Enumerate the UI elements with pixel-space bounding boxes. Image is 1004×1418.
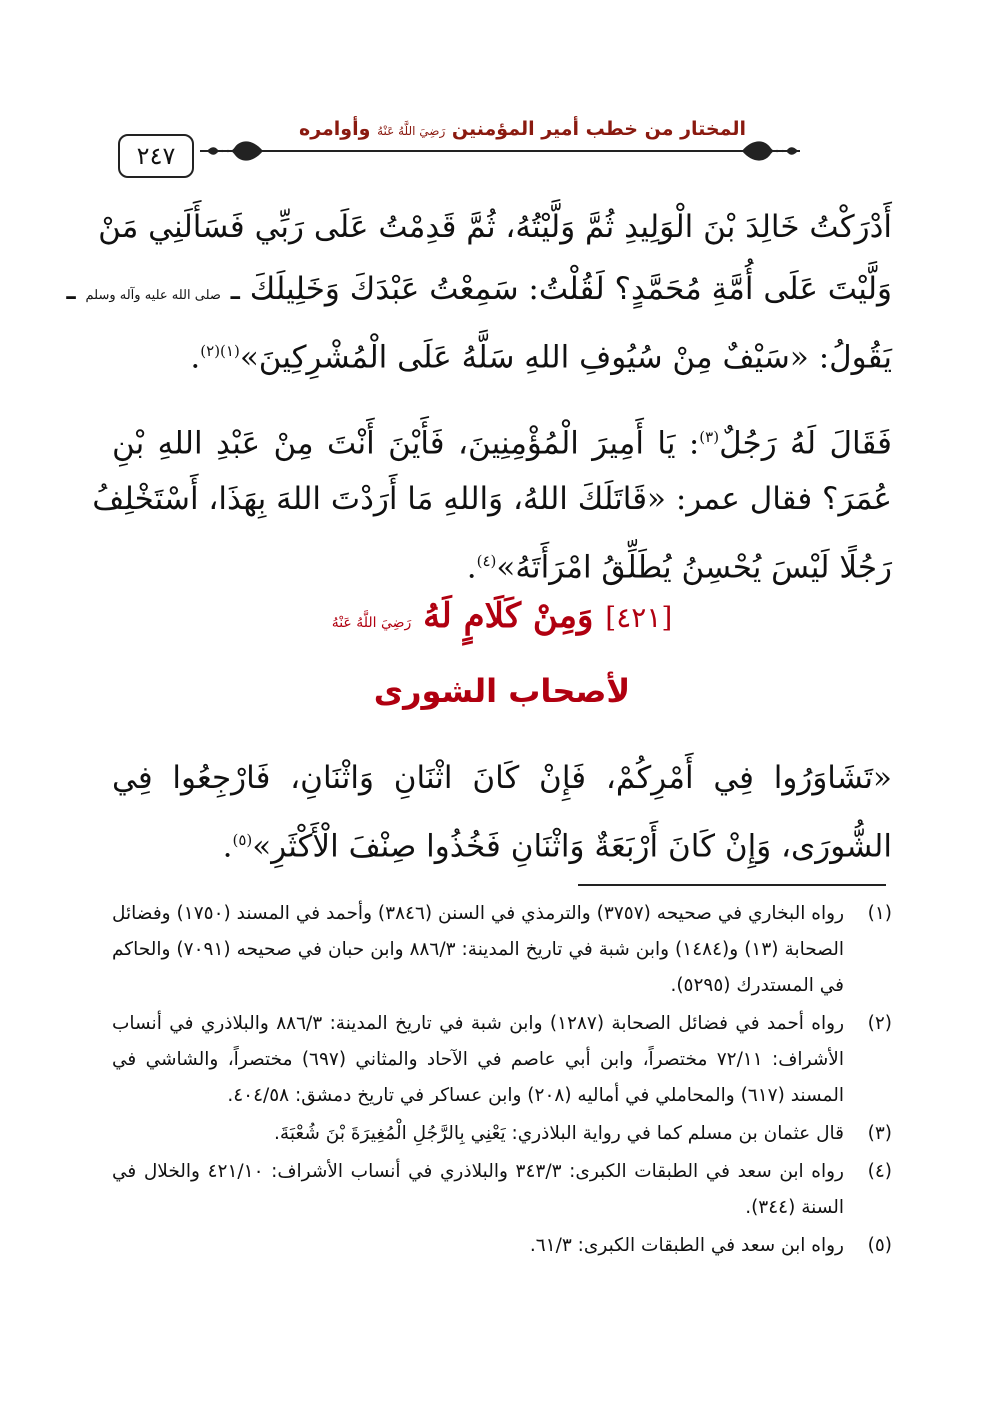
footnote (112, 896, 892, 1004)
footnote-ref: (١)(٢) (200, 342, 240, 360)
salawat-honorific: صلى الله عليه وآله وسلم (85, 288, 221, 303)
header-honorific: رَضِيَ اللَّهُ عَنْهُ (377, 124, 446, 138)
section-heading (0, 596, 1004, 636)
footnote-number: (٥) (867, 1235, 892, 1256)
paragraph-1 (66, 196, 892, 382)
text-line (112, 406, 892, 468)
footnote-separator (578, 884, 886, 886)
footnote-number: (٣) (867, 1123, 892, 1144)
footnote (112, 1154, 892, 1226)
footnote-text: رواه أحمد في فضائل الصحابة (١٢٨٧) وابن شبة في تاريخ المدينة: ٨٨٦/٣ والبلاذري في أنساب الأشراف: ٧٢/١١ مختصراً، وابن أبي عاصم في الآحاد والمثاني (٦٩٧) مختصراً، والشاشي في المسند (٦١٧) والمحاملي في أماليه (٢٠٨) وابن عساكر في تاريخ دمشق: ٤٠٤/٥٨. (112, 1013, 845, 1106)
header-rule (200, 150, 800, 152)
paragraph-2 (92, 406, 892, 592)
footnote-ref: (٣) (699, 428, 720, 446)
footnote-text: قال عثمان بن مسلم كما في رواية البلاذري: يَعْنِي بِالرَّجُلِ الْمُغِيرَةَ بْنَ شُعْبَةَ. (274, 1123, 844, 1144)
section-subtitle: لأصحاب الشورى (373, 672, 631, 710)
page-number: ٢٤٧ (118, 134, 194, 178)
footnote (112, 1228, 892, 1264)
footnotes (112, 896, 892, 1266)
section-honorific: رَضِيَ اللَّهُ عَنْهُ (331, 615, 412, 631)
header-title (299, 118, 746, 140)
text-span: . (190, 339, 201, 376)
text-span: الشُّورَى، وَإِنْ كَانَ أَرْبَعَةٌ وَاثْنَانِ فَخُذُوا صِنْفَ الْأَكْثَرِ» (252, 828, 892, 865)
text-line (66, 258, 892, 320)
footnote-ref: (٥) (232, 831, 253, 849)
text-span: . (222, 828, 233, 865)
text-span: يَقُولُ: «سَيْفٌ مِنْ سُيُوفِ اللهِ سَلَّهُ عَلَى الْمُشْرِكِينَ» (239, 339, 892, 376)
footnote-text: رواه ابن سعد في الطبقات الكبرى: ٣٤٣/٣ والبلاذري في أنساب الأشراف: ٤٢١/١٠ والخلال في السنة (٣٤٤). (112, 1161, 844, 1218)
text-line (112, 320, 892, 382)
section-title: وَمِنْ كَلَامٍ لَهُ (423, 596, 594, 636)
footnote-text: رواه البخاري في صحيحه (٣٧٥٧) والترمذي في السنن (٣٨٤٦) وأحمد في المسند (١٧٥٠) وفضائل الصحابة (١٣) و(١٤٨٤) وابن شبة في تاريخ المدينة: ٨٨٦/٣ وابن حبان في صحيحه (٧٠٩١) والحاكم في المستدرك (٥٢٩٥). (112, 903, 845, 996)
footnote (112, 1116, 892, 1152)
footnote-ref: (٤) (476, 552, 497, 570)
section-number: [٤٢١] (605, 601, 673, 634)
text-line: أَدْرَكْتُ خَالِدَ بْنَ الْوَلِيدِ ثُمَّ وَلَّيْتُهُ، ثُمَّ قَدِمْتُ عَلَى رَبِّي فَسَأَلَنِي مَنْ (98, 209, 892, 245)
text-span: . (466, 549, 477, 586)
text-line (112, 809, 892, 871)
text-span: وَلَّيْتَ عَلَى أُمَّةِ مُحَمَّدٍ؟ لَقُلْتُ: سَمِعْتُ عَبْدَكَ وَخَلِيلَكَ ـ (230, 271, 892, 307)
footnote-text: رواه ابن سعد في الطبقات الكبرى: ٦١/٣. (529, 1235, 844, 1256)
text-span: : يَا أَمِيرَ الْمُؤْمِنِينَ، فَأَيْنَ أَنْتَ مِنْ عَبْدِ اللهِ بْنِ (112, 425, 700, 462)
footnote-number: (٢) (867, 1013, 892, 1034)
text-span: فَقَالَ لَهُ رَجُلٌ (719, 425, 892, 462)
header-title-text: المختار من خطب أمير المؤمنين (451, 118, 746, 140)
text-line (112, 530, 892, 592)
header-title-tail: وأوامره (298, 118, 371, 140)
footnote-number: (٤) (867, 1161, 892, 1182)
text-span: ـ (66, 271, 76, 307)
text-span: رَجُلًا لَيْسَ يُحْسِنُ يُطَلِّقُ امْرَأَتَهُ» (496, 549, 892, 586)
text-line: عُمَرَ؟ فقال عمر: «قَاتَلَكَ اللهُ، وَاللهِ مَا أَرَدْتَ اللهَ بِهَذَا، أَسْتَخْلِفُ (92, 481, 892, 517)
footnote-number: (١) (867, 903, 892, 924)
footnote (112, 1006, 892, 1114)
paragraph-3 (112, 747, 892, 871)
text-line: «تَشَاوَرُوا فِي أَمْرِكُمْ، فَإِنْ كَانَ اثْنَانِ وَاثْنَانِ، فَارْجِعُوا فِي (112, 760, 892, 796)
